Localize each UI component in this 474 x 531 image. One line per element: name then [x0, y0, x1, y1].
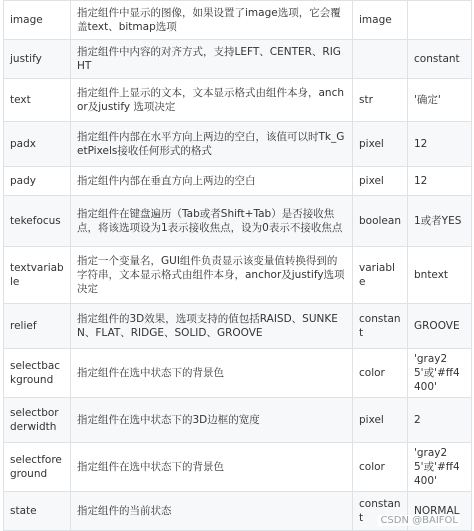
option-type-cell: constant: [353, 304, 408, 348]
option-name-cell: selectforeground: [4, 443, 71, 491]
option-type-cell: image: [353, 1, 408, 39]
option-name-cell: state: [4, 492, 71, 530]
option-description-cell: 指定组件内部在水平方向上两边的空白，该值可以时Tk_GetPixels接收任何形式的格式: [71, 122, 353, 166]
option-value-cell: '确定': [408, 79, 472, 121]
option-description-cell: 指定组件的3D效果，选项支持的值包括RAISD、SUNKEN、FLAT、RIDGE、SOLID、GROOVE: [71, 304, 353, 348]
table-row: [4, 79, 472, 122]
table-row: [4, 167, 472, 196]
option-type-cell: variable: [353, 247, 408, 303]
option-name-cell: text: [4, 79, 71, 121]
option-description-cell: 指定组件内部在垂直方向上两边的空白: [71, 167, 353, 195]
options-table: [3, 0, 472, 531]
table-row: [4, 1, 472, 40]
option-value-cell: 'gray25'或'#ff4400': [408, 349, 472, 397]
option-type-cell: color: [353, 349, 408, 397]
option-value-cell: 2: [408, 398, 472, 442]
option-type-cell: boolean: [353, 196, 408, 246]
option-description-cell: 指定组件中显示的图像，如果设置了image选项，它会覆盖text、bitmap选项: [71, 1, 353, 39]
option-value-cell: NORMAL: [408, 492, 472, 530]
option-name-cell: padx: [4, 122, 71, 166]
option-name-cell: tekefocus: [4, 196, 71, 246]
option-type-cell: pixel: [353, 398, 408, 442]
option-description-cell: 指定组件在选中状态下的背景色: [71, 349, 353, 397]
option-type-cell: constant: [353, 492, 408, 530]
option-value-cell: 12: [408, 167, 472, 195]
option-type-cell: color: [353, 443, 408, 491]
option-value-cell: GROOVE: [408, 304, 472, 348]
option-description-cell: 指定一个变量名，GUI组件负责显示该变量值转换得到的字符串，文本显示格式由组件本身，anchor及justify选项决定: [71, 247, 353, 303]
option-description-cell: 指定组件在键盘遍历（Tab或者Shift+Tab）是否接收焦点，将该选项设为1表示接收焦点，设为0表示不接收焦点: [71, 196, 353, 246]
table-row: [4, 247, 472, 304]
option-value-cell: 12: [408, 122, 472, 166]
option-description-cell: 指定组件上显示的文本，文本显示格式由组件本身，anchor及justify 选项决定: [71, 79, 353, 121]
option-description-cell: 指定组件中内容的对齐方式，支持LEFT、CENTER、RIGHT: [71, 40, 353, 78]
option-name-cell: relief: [4, 304, 71, 348]
option-description-cell: 指定组件在选中状态下的3D边框的宽度: [71, 398, 353, 442]
option-type-cell: [353, 40, 408, 78]
table-row: [4, 40, 472, 79]
option-description-cell: 指定组件在选中状态下的背景色: [71, 443, 353, 491]
option-value-cell: [408, 1, 472, 39]
option-type-cell: pixel: [353, 122, 408, 166]
table-row: [4, 304, 472, 349]
option-value-cell: 1或者YES: [408, 196, 472, 246]
option-name-cell: selectbackground: [4, 349, 71, 397]
option-value-cell: constant: [408, 40, 472, 78]
option-name-cell: selectborderwidth: [4, 398, 71, 442]
watermark: CSDN @BAIFOL: [378, 515, 460, 526]
option-type-cell: pixel: [353, 167, 408, 195]
table-row: [4, 443, 472, 492]
option-type-cell: str: [353, 79, 408, 121]
table-row: [4, 196, 472, 247]
option-name-cell: image: [4, 1, 71, 39]
option-description-cell: 指定组件的当前状态: [71, 492, 353, 530]
table-row: [4, 122, 472, 167]
option-value-cell: 'gray25'或'#ff4400': [408, 443, 472, 491]
table-row: [4, 398, 472, 443]
option-value-cell: bntext: [408, 247, 472, 303]
table-row: [4, 349, 472, 398]
option-name-cell: justify: [4, 40, 71, 78]
option-name-cell: textvariable: [4, 247, 71, 303]
option-name-cell: pady: [4, 167, 71, 195]
